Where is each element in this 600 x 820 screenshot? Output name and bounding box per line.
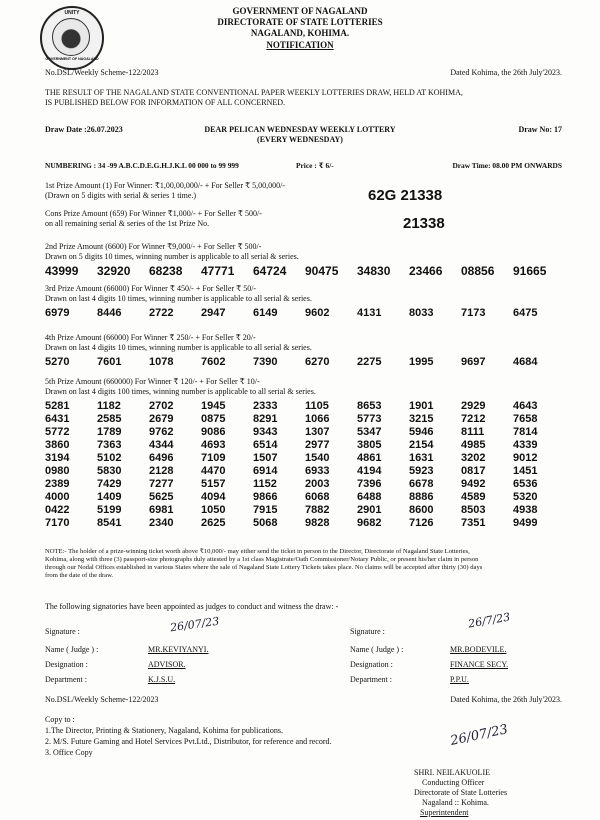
winning-number: 1995 — [409, 356, 434, 368]
winning-number: 5199 — [97, 504, 122, 516]
note-line: from the date of the draw. — [45, 572, 114, 579]
third-prize-rule: Drawn on last 4 digits 10 times, winning number is applicable to all serial & series. — [45, 294, 312, 303]
winning-number: 4339 — [513, 439, 538, 451]
judge-left-name: MR.KEVIYANYI. — [148, 645, 209, 654]
winning-number: 9602 — [305, 307, 330, 319]
winning-number: 6678 — [409, 478, 434, 490]
header-directorate: DIRECTORATE OF STATE LOTTERIES — [217, 17, 383, 27]
copy-item: 3. Office Copy — [45, 748, 93, 757]
winning-number: 8291 — [253, 413, 278, 425]
winning-number: 7429 — [97, 478, 122, 490]
officer-sub: Superintendent — [420, 808, 469, 817]
winning-number: 7109 — [201, 452, 226, 464]
winning-number: 4938 — [513, 504, 538, 516]
winning-number: 6914 — [253, 465, 278, 477]
judge-right-designation: FINANCE SECY. — [450, 660, 509, 669]
winning-number: 7277 — [149, 478, 174, 490]
copy-item: 1.The Director, Printing & Stationery, Nagaland, Kohima for publications. — [45, 726, 283, 735]
winning-number: 08856 — [461, 264, 495, 278]
winning-number: 6496 — [149, 452, 174, 464]
fourth-prize-rule: Drawn on last 4 digits 10 times, winning number is applicable to all serial & series. — [45, 343, 312, 352]
winning-number: 68238 — [149, 264, 183, 278]
winning-number: 90475 — [305, 264, 339, 278]
winning-number: 7363 — [97, 439, 122, 451]
winning-number: 1050 — [201, 504, 226, 516]
winning-number: 2340 — [149, 517, 174, 529]
winning-number: 4643 — [513, 400, 538, 412]
winning-number: 9828 — [305, 517, 330, 529]
winning-number: 4684 — [513, 356, 538, 368]
winning-number: 9343 — [253, 426, 278, 438]
winning-number: 2389 — [45, 478, 70, 490]
winning-number: 4693 — [201, 439, 226, 451]
judge-right-department: P.P.U. — [450, 675, 469, 684]
winning-number: 5102 — [97, 452, 122, 464]
draw-number: Draw No: 17 — [518, 125, 562, 134]
winning-number: 5347 — [357, 426, 382, 438]
winning-number: 6149 — [253, 307, 278, 319]
officer-name: SHRI. NEILAKUOLIE — [414, 768, 490, 777]
winning-number: 2333 — [253, 400, 278, 412]
winning-number: 2128 — [149, 465, 174, 477]
winning-number: 1078 — [149, 356, 174, 368]
numbering: NUMBERING : 34 -99 A.B.C.D.E.G.H.J.K.L 00 000 to 99 999 — [45, 161, 239, 170]
winning-number: 5320 — [513, 491, 538, 503]
winning-number: 8541 — [97, 517, 122, 529]
winning-number: 47771 — [201, 264, 235, 278]
winning-number: 1409 — [97, 491, 122, 503]
winning-number: 2275 — [357, 356, 382, 368]
winning-number: 4861 — [357, 452, 382, 464]
winning-number: 6933 — [305, 465, 330, 477]
winning-number: 1307 — [305, 426, 330, 438]
winning-number: 9762 — [149, 426, 174, 438]
officer-place: Nagaland :: Kohima. — [422, 798, 489, 807]
winning-number: 6536 — [513, 478, 538, 490]
note-line: through our Nodal Offices established in various States where the sale of Nagaland State Lottery Tickets takes place. No claims will be accepted after thirty (30) days — [45, 564, 483, 571]
judge-left-signature: 26/07/23 — [169, 614, 221, 635]
winning-number: 8653 — [357, 400, 382, 412]
winning-number: 2003 — [305, 478, 330, 490]
winning-number: 5923 — [409, 465, 434, 477]
winning-number: 1105 — [305, 400, 329, 412]
winning-number: 2722 — [149, 307, 174, 319]
winning-number: 8503 — [461, 504, 486, 516]
winning-number: 6475 — [513, 307, 538, 319]
winning-number: 7126 — [409, 517, 434, 529]
winning-number: 9499 — [513, 517, 538, 529]
winning-number: 2929 — [461, 400, 486, 412]
cons-prize-amount: Cons Prize Amount (659) For Winner ₹1,000/- + For Seller ₹ 500/- — [45, 209, 262, 218]
winning-number: 5772 — [45, 426, 70, 438]
winning-number: 3194 — [45, 452, 70, 464]
second-prize-amount: 2nd Prize Amount (6600) For Winner ₹9,000/- + For Seller ₹ 500/- — [45, 242, 262, 251]
copy-item: 2. M/S. Future Gaming and Hotel Services Pvt.Ltd., Distributor, for reference and record. — [45, 737, 332, 746]
winning-number: 32920 — [97, 264, 131, 278]
seal-bottom-text: GOVERNMENT OF NAGALAND — [45, 57, 99, 61]
winning-number: 7658 — [513, 413, 538, 425]
winning-number: 5830 — [97, 465, 122, 477]
fourth-prize-amount: 4th Prize Amount (66000) For Winner ₹ 250/- + For Seller ₹ 20/- — [45, 333, 256, 342]
winning-number: 0817 — [461, 465, 486, 477]
winning-number: 23466 — [409, 264, 443, 278]
winning-number: 5946 — [409, 426, 434, 438]
draw-time: Draw Time: 08.00 PM ONWARDS — [452, 161, 562, 170]
winning-number: 2947 — [201, 307, 226, 319]
label-department-right: Department : — [350, 675, 392, 684]
copy-to-label: Copy to : — [45, 715, 75, 724]
winning-number: 7602 — [201, 356, 226, 368]
officer-signature: 26/07/23 — [449, 722, 510, 749]
judge-left-department: K.J.S.U. — [148, 675, 176, 684]
winning-number: 4344 — [149, 439, 174, 451]
winning-number: 7814 — [513, 426, 538, 438]
winning-number: 2154 — [409, 439, 434, 451]
winning-number: 6068 — [305, 491, 330, 503]
winning-number: 43999 — [45, 264, 79, 278]
third-prize-amount: 3rd Prize Amount (66000) For Winner ₹ 450/- + For Seller ₹ 50/- — [45, 284, 257, 293]
winning-number: 3805 — [357, 439, 382, 451]
winning-number: 7173 — [461, 307, 486, 319]
winning-number: 9682 — [357, 517, 382, 529]
winning-number: 9697 — [461, 356, 486, 368]
footer-ref-number: No.DSL/Weekly Scheme-122/2023 — [45, 695, 159, 704]
winning-number: 6431 — [45, 413, 70, 425]
winning-number: 4194 — [357, 465, 382, 477]
officer-dept: Directorate of State Lotteries — [414, 788, 508, 797]
winning-number: 9012 — [513, 452, 538, 464]
header-govt: GOVERNMENT OF NAGALAND — [232, 6, 368, 16]
winning-number: 0422 — [45, 504, 70, 516]
officer-title: Conducting Officer — [422, 778, 485, 787]
first-prize-rule: (Drawn on 5 digits with serial & series 1 time.) — [45, 191, 197, 200]
footer-dated: Dated Kohima, the 26th July'2023. — [450, 695, 562, 704]
winning-number: 1540 — [305, 452, 330, 464]
second-prize-rule: Drawn on 5 digits 10 times, winning number is applicable to all serial & series. — [45, 252, 299, 261]
winning-number: 7915 — [253, 504, 278, 516]
second-prize-numbers — [45, 265, 565, 278]
fourth-prize-numbers — [45, 356, 565, 369]
winning-number: 1901 — [409, 400, 434, 412]
winning-number: 8886 — [409, 491, 434, 503]
winning-number: 0980 — [45, 465, 70, 477]
signatories-intro: The following signatories have been appointed as judges to conduct and witness the draw: - — [45, 602, 339, 611]
note-line: Kohima, along with three (3) passport-size photographs duly attested by a 1st class Magistrate/Oath Commissioner/Notary Public, or present his/her claim in person — [45, 556, 479, 563]
winning-number: 2625 — [201, 517, 226, 529]
winning-number: 4470 — [201, 465, 226, 477]
winning-number: 9492 — [461, 478, 486, 490]
label-name-right: Name ( Judge ) : — [350, 645, 404, 654]
first-prize-amount: 1st Prize Amount (1) For Winner: ₹1,00,00,000/- + For Seller ₹ 5,00,000/- — [45, 181, 285, 190]
winning-number: 7212 — [461, 413, 486, 425]
winning-number: 2585 — [97, 413, 122, 425]
winning-number: 8446 — [97, 307, 122, 319]
judge-right-name: MR.BODEVILE. — [450, 645, 507, 654]
intro-line-1: THE RESULT OF THE NAGALAND STATE CONVENTIONAL PAPER WEEKLY LOTTERIES DRAW, HELD AT KOHIMA, — [45, 88, 463, 97]
winning-number: 9866 — [253, 491, 278, 503]
winning-number: 1451 — [513, 465, 538, 477]
lottery-name: DEAR PELICAN WEDNESDAY WEEKLY LOTTERY — [204, 125, 396, 134]
winning-number: 7170 — [45, 517, 70, 529]
winning-number: 4589 — [461, 491, 486, 503]
label-department-left: Department : — [45, 675, 87, 684]
winning-number: 5281 — [45, 400, 70, 412]
label-name-left: Name ( Judge ) : — [45, 645, 99, 654]
winning-number: 8600 — [409, 504, 434, 516]
judge-left-designation: ADVISOR. — [148, 660, 186, 669]
first-prize-winner: 62G 21338 — [368, 187, 443, 204]
winning-number: 5270 — [45, 356, 70, 368]
winning-number: 3202 — [461, 452, 486, 464]
winning-number: 7396 — [357, 478, 382, 490]
winning-number: 5625 — [149, 491, 174, 503]
winning-number: 7351 — [461, 517, 486, 529]
fifth-prize-numbers — [45, 400, 565, 530]
winning-number: 64724 — [253, 264, 287, 278]
lottery-frequency: (EVERY WEDNESDAY) — [257, 135, 343, 144]
third-prize-numbers — [45, 307, 565, 320]
winning-number: 6979 — [45, 307, 70, 319]
intro-line-2: IS PUBLISHED BELOW FOR INFORMATION OF ALL CONCERNED. — [45, 98, 286, 107]
label-designation-left: Designation : — [45, 660, 88, 669]
label-signature-right: Signature : — [350, 627, 385, 636]
winning-number: 8111 — [461, 426, 485, 438]
label-designation-right: Designation : — [350, 660, 393, 669]
cons-prize-winner: 21338 — [403, 215, 445, 232]
winning-number: 5773 — [357, 413, 382, 425]
winning-number: 3860 — [45, 439, 70, 451]
winning-number: 91665 — [513, 264, 547, 278]
winning-number: 1152 — [253, 478, 277, 490]
winning-number: 5157 — [201, 478, 226, 490]
fifth-prize-amount: 5th Prize Amount (660000) For Winner ₹ 120/- + For Seller ₹ 10/- — [45, 377, 260, 386]
draw-date: Draw Date :26.07.2023 — [45, 125, 123, 134]
winning-number: 2977 — [305, 439, 330, 451]
label-signature-left: Signature : — [45, 627, 80, 636]
winning-number: 6514 — [253, 439, 278, 451]
winning-number: 3215 — [409, 413, 434, 425]
winning-number: 6488 — [357, 491, 382, 503]
ticket-price: Price : ₹ 6/- — [296, 161, 334, 170]
note-block — [45, 548, 565, 580]
winning-number: 2702 — [149, 400, 174, 412]
winning-number: 1945 — [201, 400, 226, 412]
fifth-prize-rule: Drawn on last 4 digits 100 times, winning number is applicable to all serial & series. — [45, 387, 316, 396]
winning-number: 7882 — [305, 504, 330, 516]
winning-number: 6270 — [305, 356, 330, 368]
winning-number: 4131 — [357, 307, 382, 319]
winning-number: 2679 — [149, 413, 174, 425]
winning-number: 7601 — [97, 356, 122, 368]
winning-number: 1066 — [305, 413, 330, 425]
winning-number: 1631 — [409, 452, 434, 464]
header-notification: NOTIFICATION — [266, 40, 334, 50]
dated: Dated Kohima, the 26th July'2023. — [450, 68, 562, 77]
winning-number: 7390 — [253, 356, 278, 368]
winning-number: 0875 — [201, 413, 226, 425]
winning-number: 1507 — [253, 452, 278, 464]
winning-number: 4985 — [461, 439, 486, 451]
header-location: NAGALAND, KOHIMA. — [250, 28, 350, 38]
note-line: NOTE:- The holder of a prize-winning ticket worth above ₹10,000/- may either send the ticket in person to the Director, Directorate of Nagaland State Lotteries, — [45, 548, 470, 555]
ref-number: No.DSL/Weekly Scheme-122/2023 — [45, 68, 159, 77]
winning-number: 1789 — [97, 426, 122, 438]
cons-prize-rule: on all remaining serial & series of the 1st Prize No. — [45, 219, 210, 228]
seal-top-text: UNITY — [64, 10, 80, 16]
winning-number: 9086 — [201, 426, 226, 438]
winning-number: 2901 — [357, 504, 382, 516]
winning-number: 8033 — [409, 307, 434, 319]
winning-number: 4094 — [201, 491, 226, 503]
judge-right-signature: 26/7/23 — [467, 610, 512, 631]
winning-number: 1182 — [97, 400, 121, 412]
winning-number: 5068 — [253, 517, 278, 529]
winning-number: 34830 — [357, 264, 391, 278]
winning-number: 4000 — [45, 491, 70, 503]
winning-number: 6981 — [149, 504, 174, 516]
